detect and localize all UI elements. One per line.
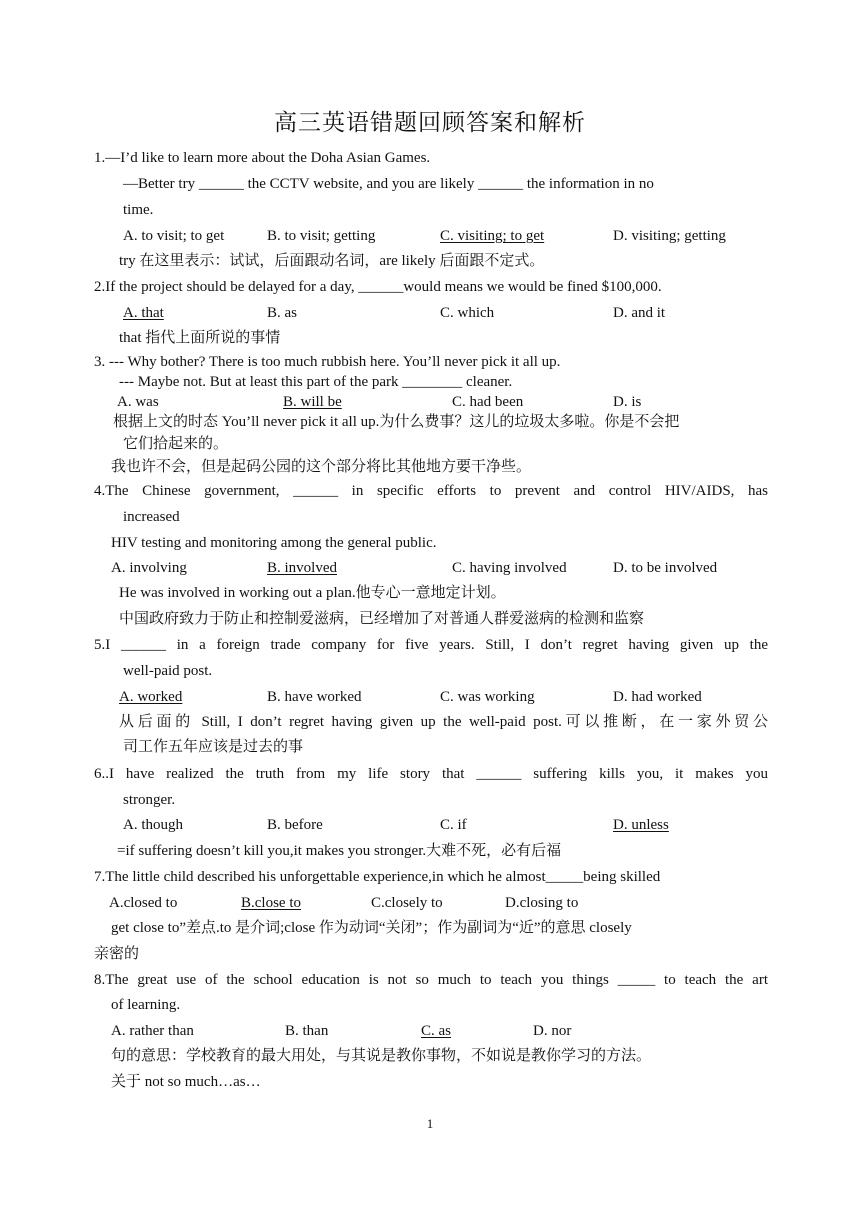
q4-stem-line2: increased: [123, 509, 180, 525]
q4-stem-line3: HIV testing and monitoring among the general public.: [111, 535, 437, 551]
q2-option-b: B. as: [267, 305, 297, 321]
q3-stem-line2: --- Maybe not. But at least this part of the park ________ cleaner.: [119, 374, 513, 390]
q3-explanation-line2: 它们拾起来的。: [123, 436, 229, 452]
q1-option-b: B. to visit; getting: [267, 228, 376, 244]
q8-option-d: D. nor: [533, 1023, 572, 1039]
q1-stem-line3: time.: [123, 202, 154, 218]
q7-option-d: D.closing to: [505, 895, 579, 911]
q4-option-b-answer: B. involved: [267, 560, 337, 576]
q1-option-c-answer: C. visiting; to get: [440, 228, 545, 244]
q5-explanation-line1: 从后面的 Still, I don’t regret having given up the well-paid post.可以推断，在一家外贸公: [119, 714, 768, 730]
q1-option-a: A. to visit; to get: [123, 228, 225, 244]
q3-stem: 3. --- Why bother? There is too much rubbish here. You’ll never pick it all up.: [94, 354, 561, 370]
q5-stem-line2: well-paid post.: [123, 663, 213, 679]
q6-stem: 6..I have realized the truth from my life story that ______ suffering kills you, it makes you: [94, 766, 768, 782]
q7-explanation-line1: get close to”差点.to 是介词;close 作为动词“关闭”；作为副词为“近”的意思 closely: [111, 920, 632, 936]
q4-explanation-line1: He was involved in working out a plan.他专心一意地定计划。: [119, 585, 506, 601]
q1-option-d: D. visiting; getting: [613, 228, 726, 244]
q8-explanation-line2: 关于 not so much…as…: [111, 1074, 261, 1090]
q3-explanation-line3: 我也许不会，但是起码公园的这个部分将比其他地方要干净些。: [111, 459, 532, 475]
q3-option-c: C. had been: [452, 394, 524, 410]
q8-stem-line2: of learning.: [111, 997, 181, 1013]
q2-explanation: that 指代上面所说的事情: [119, 330, 281, 346]
q4-option-c: C. having involved: [452, 560, 567, 576]
page-number: 1: [426, 1116, 434, 1131]
q7-stem: 7.The little child described his unforgettable experience,in which he almost_____being skilled: [94, 869, 661, 885]
q5-option-d: D. had worked: [613, 689, 702, 705]
q6-option-c: C. if: [440, 817, 467, 833]
q6-option-a: A. though: [123, 817, 183, 833]
q7-option-a: A.closed to: [109, 895, 178, 911]
q2-option-d: D. and it: [613, 305, 666, 321]
q6-option-d-answer: D. unless: [613, 817, 669, 833]
q2-option-a-answer: A. that: [123, 305, 164, 321]
q3-option-d: D. is: [613, 394, 642, 410]
q8-option-c-answer: C. as: [421, 1023, 451, 1039]
q5-option-b: B. have worked: [267, 689, 362, 705]
q8-stem: 8.The great use of the school education is not so much to teach you things _____ to teach the art: [94, 972, 768, 988]
q5-explanation-line2: 司工作五年应该是过去的事: [123, 739, 304, 755]
q5-option-a-answer: A. worked: [119, 689, 183, 705]
q5-stem: 5.I ______ in a foreign trade company for five years. Still, I don’t regret having given up the: [94, 637, 768, 653]
q4-stem: 4.The Chinese government, ______ in specific efforts to prevent and control HIV/AIDS, has: [94, 483, 768, 499]
q4-option-a: A. involving: [111, 560, 187, 576]
q8-option-b: B. than: [285, 1023, 329, 1039]
q2-stem: 2.If the project should be delayed for a day, ______would means we would be fined $100,000.: [94, 279, 662, 295]
q3-option-b-answer: B. will be: [283, 394, 342, 410]
q1-stem: 1.—I’d like to learn more about the Doha Asian Games.: [94, 150, 431, 166]
q1-stem-line2: —Better try ______ the CCTV website, and you are likely ______ the information in no: [123, 176, 654, 192]
q6-explanation: =if suffering doesn’t kill you,it makes you stronger.大难不死，必有后福: [117, 843, 562, 859]
q3-option-a: A. was: [117, 394, 159, 410]
q5-option-c: C. was working: [440, 689, 535, 705]
q4-option-d: D. to be involved: [613, 560, 718, 576]
q6-option-b: B. before: [267, 817, 323, 833]
q7-option-b-answer: B.close to: [241, 895, 301, 911]
q8-option-a: A. rather than: [111, 1023, 194, 1039]
q7-option-c: C.closely to: [371, 895, 443, 911]
page-title: 高三英语错题回顾答案和解析: [274, 110, 586, 135]
q6-stem-line2: stronger.: [123, 792, 176, 808]
q2-option-c: C. which: [440, 305, 495, 321]
q3-explanation-line1: 根据上文的时态 You’ll never pick it all up.为什么费事？这儿的垃圾太多啦。你是不会把: [113, 414, 680, 430]
q1-explanation: try 在这里表示：试试，后面跟动名词，are likely 后面跟不定式。: [119, 253, 545, 269]
q4-explanation-line2: 中国政府致力于防止和控制爱滋病，已经增加了对普通人群爱滋病的检测和监察: [119, 611, 645, 627]
q8-explanation-line1: 句的意思：学校教育的最大用处，与其说是教你事物，不如说是教你学习的方法。: [111, 1048, 652, 1064]
q7-explanation-line2: 亲密的: [94, 946, 140, 962]
